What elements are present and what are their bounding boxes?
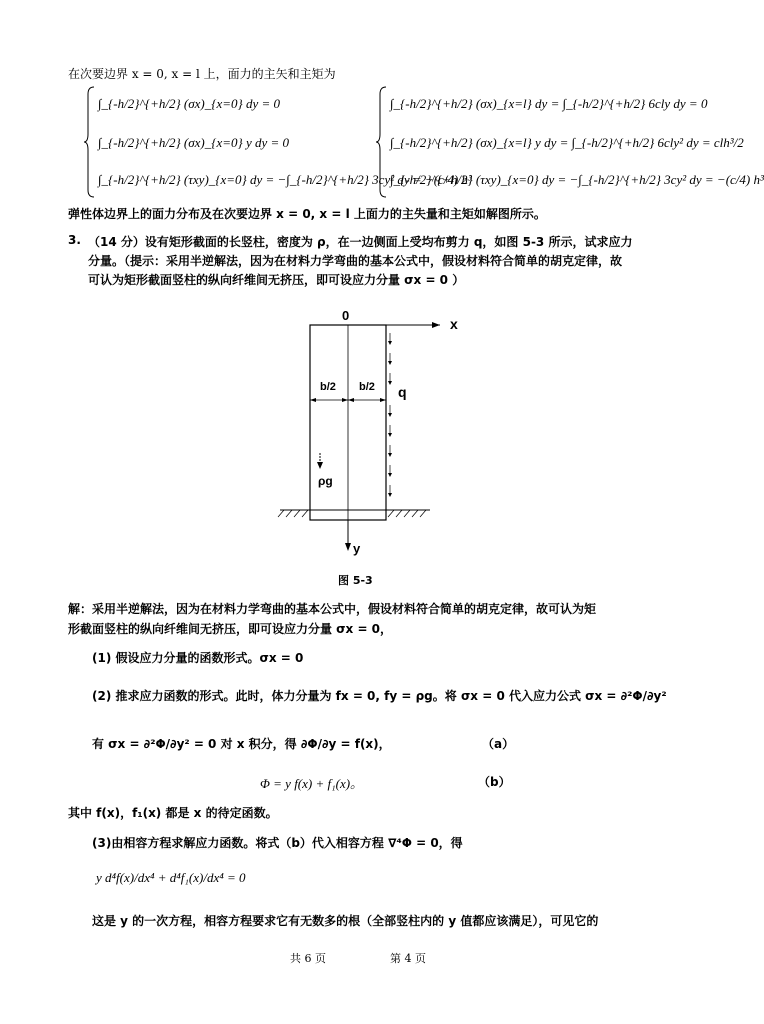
footer-total-pages: 共 6 页 bbox=[290, 952, 326, 965]
left-eq-2: ∫_{-h/2}^{+h/2} (σx)_{x=0} y dy = 0 bbox=[98, 135, 290, 150]
body-force-label: ρg bbox=[318, 474, 333, 488]
final-line: 这是 y 的一次方程，相容方程要求它有无数多的根（全部竖柱内的 y 值都应该满足），可见它的 bbox=[92, 914, 599, 928]
problem-number: 3. bbox=[68, 233, 81, 247]
figure-5-3 bbox=[270, 305, 470, 555]
problem-line-1: （14 分）设有矩形截面的长竖柱，密度为 ρ，在一边侧面上受均布剪力 q，如图 5-3 所示，试求应力 bbox=[88, 235, 633, 249]
ground-hatch bbox=[278, 510, 426, 517]
right-eq-2: ∫_{-h/2}^{+h/2} (σx)_{x=l} y dy = ∫_{-h/2}^{+h/2} 6cly² dy = clh³/2 bbox=[390, 135, 744, 150]
half-width-left-label: b/2 bbox=[320, 381, 336, 393]
left-eq-3: ∫_{-h/2}^{+h/2} (τxy)_{x=0} dy = −∫_{-h/2}^{+h/2} 3cy² dy = −(c/4) h³ bbox=[98, 172, 472, 187]
equation-b: Φ = y f(x) + f₁(x)。 bbox=[260, 776, 364, 791]
x-axis-label: x bbox=[450, 316, 458, 332]
load-label: q bbox=[398, 384, 407, 400]
problem-line-2: 分量。（提示：采用半逆解法，因为在材料力学弯曲的基本公式中，假设材料符合简单的胡克定律，故 bbox=[88, 254, 623, 268]
solution-step-1: (1) 假设应力分量的函数形式。σx = 0 bbox=[92, 651, 304, 665]
equation-a-label: （a） bbox=[482, 737, 515, 751]
origin-label: 0 bbox=[342, 308, 350, 323]
intro-line: 在次要边界 x = 0, x = l 上，面力的主矢和主矩为 bbox=[68, 67, 336, 81]
y-axis-label: y bbox=[353, 541, 361, 556]
footer-current-page: 第 4 页 bbox=[390, 952, 426, 965]
y-axis-arrow bbox=[345, 543, 351, 551]
right-system-brace bbox=[380, 86, 382, 196]
solution-step-2: (2) 推求应力函数的形式。此时，体力分量为 fx = 0, fy = ρg。将 σx = 0 代入应力公式 σx = ∂²Φ/∂y² bbox=[92, 689, 667, 703]
left-system-brace bbox=[88, 86, 90, 196]
solution-step-2b: 有 σx = ∂²Φ/∂y² = 0 对 x 积分，得 ∂Φ/∂y = f(x)， bbox=[92, 737, 391, 751]
summary-line: 弹性体边界上的面力分布及在次要边界 x = 0, x = l 上面力的主失量和主矩如解图所示。 bbox=[68, 207, 546, 221]
right-eq-1: ∫_{-h/2}^{+h/2} (σx)_{x=l} dy = ∫_{-h/2}^{+h/2} 6cly dy = 0 bbox=[390, 96, 708, 111]
solution-step-3: (3)由相容方程求解应力函数。将式（b）代入相容方程 ∇⁴Φ = 0，得 bbox=[92, 836, 463, 850]
where-line: 其中 f(x)，f₁(x) 都是 x 的待定函数。 bbox=[68, 806, 278, 820]
figure-caption: 图 5-3 bbox=[338, 574, 373, 587]
left-eq-1: ∫_{-h/2}^{+h/2} (σx)_{x=0} dy = 0 bbox=[98, 96, 280, 111]
right-eq-3: ∫_{-h/2}^{+h/2} (τxy)_{x=0} dy = −∫_{-h/2}^{+h/2} 3cy² dy = −(c/4) h³ bbox=[390, 172, 764, 187]
equation-b-label: （b） bbox=[478, 775, 511, 789]
solution-line-2: 形截面竖柱的纵向纤维间无挤压，即可设应力分量 σx = 0， bbox=[68, 622, 393, 636]
solution-line-1: 解：采用半逆解法，因为在材料力学弯曲的基本公式中，假设材料符合简单的胡克定律，故可认为矩 bbox=[68, 602, 597, 616]
half-width-right-label: b/2 bbox=[359, 381, 375, 393]
problem-line-3: 可认为矩形截面竖柱的纵向纤维间无挤压，即可设应力分量 σx = 0 ） bbox=[88, 273, 465, 287]
x-axis-arrow bbox=[432, 322, 440, 328]
equation-c: y d⁴f(x)/dx⁴ + d⁴f₁(x)/dx⁴ = 0 bbox=[96, 870, 246, 885]
